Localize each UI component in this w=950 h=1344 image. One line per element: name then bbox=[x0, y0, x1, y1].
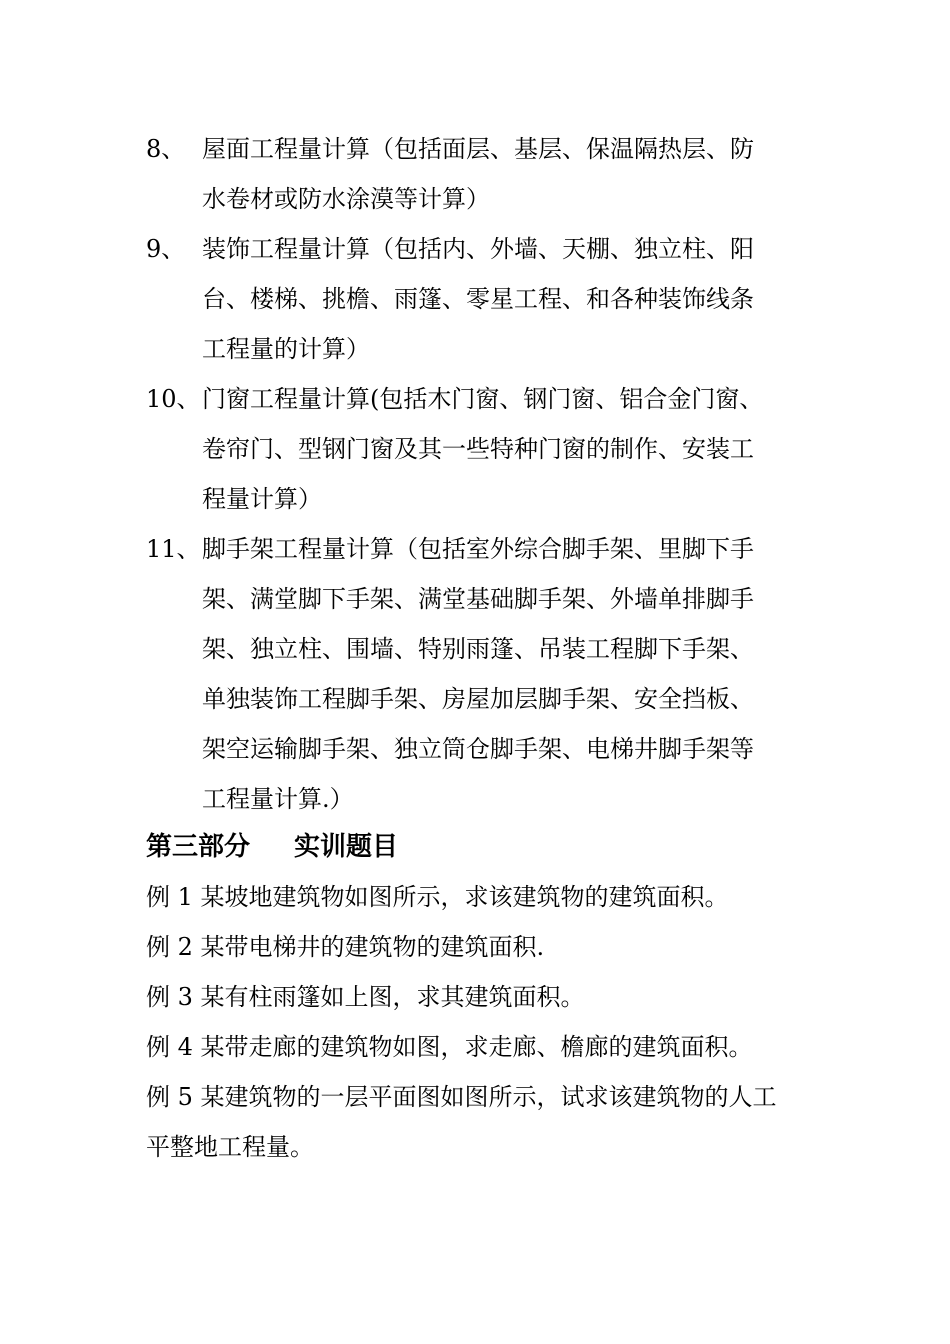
list-item-line: 屋面工程量计算（包括面层、基层、保温隔热层、防 bbox=[202, 135, 754, 163]
list-item-line: 架、独立柱、围墙、特别雨篷、吊装工程脚下手架、 bbox=[202, 635, 754, 663]
list-item-10 bbox=[146, 374, 806, 524]
example-2 bbox=[146, 922, 826, 972]
example-line: 例 1 某坡地建筑物如图所示，求该建筑物的建筑面积。 bbox=[146, 883, 729, 911]
list-item-line: 工程量的计算） bbox=[202, 335, 370, 363]
list-item-line: 单独装饰工程脚手架、房屋加层脚手架、安全挡板、 bbox=[202, 685, 754, 713]
section-title: 实训题目 bbox=[294, 832, 399, 862]
list-item-8 bbox=[146, 124, 806, 224]
list-item-line: 程量计算） bbox=[202, 485, 322, 513]
example-4 bbox=[146, 1022, 826, 1072]
example-line: 例 3 某有柱雨篷如上图，求其建筑面积。 bbox=[146, 983, 585, 1011]
example-line: 例 2 某带电梯井的建筑物的建筑面积. bbox=[146, 933, 545, 961]
list-item-line: 门窗工程量计算(包括木门窗、钢门窗、铝合金门窗、 bbox=[202, 385, 764, 413]
list-item-line: 水卷材或防水涂漠等计算） bbox=[202, 185, 490, 213]
example-line: 平整地工程量。 bbox=[146, 1133, 314, 1161]
list-item-body bbox=[202, 124, 792, 224]
list-item-body bbox=[202, 524, 792, 824]
list-item-line: 架空运输脚手架、独立筒仓脚手架、电梯井脚手架等 bbox=[202, 735, 754, 763]
list-item-11 bbox=[146, 524, 806, 824]
list-item-line: 脚手架工程量计算（包括室外综合脚手架、里脚下手 bbox=[202, 535, 754, 563]
list-item-line: 装饰工程量计算（包括内、外墙、天棚、独立柱、阳 bbox=[202, 235, 754, 263]
list-item-number: 9、 bbox=[146, 235, 186, 263]
list-item-line: 架、满堂脚下手架、满堂基础脚手架、外墙单排脚手 bbox=[202, 585, 754, 613]
example-3 bbox=[146, 972, 826, 1022]
list-item-line: 台、楼梯、挑檐、雨篷、零星工程、和各种装饰线条 bbox=[202, 285, 754, 313]
list-item-number: 10、 bbox=[146, 385, 201, 413]
list-item-9 bbox=[146, 224, 806, 374]
list-item-body bbox=[202, 224, 792, 374]
example-1 bbox=[146, 872, 826, 922]
example-line: 例 5 某建筑物的一层平面图如图所示，试求该建筑物的人工 bbox=[146, 1083, 777, 1111]
section-heading bbox=[146, 822, 398, 872]
example-5 bbox=[146, 1072, 826, 1172]
list-item-body bbox=[202, 374, 792, 524]
list-item-line: 卷帘门、型钢门窗及其一些特种门窗的制作、安装工 bbox=[202, 435, 754, 463]
example-line: 例 4 某带走廊的建筑物如图，求走廊、檐廊的建筑面积。 bbox=[146, 1033, 753, 1061]
section-part-label: 第三部分 bbox=[146, 832, 251, 862]
list-item-number: 8、 bbox=[146, 135, 186, 163]
list-item-line: 工程量计算.） bbox=[202, 785, 354, 813]
list-item-number: 11、 bbox=[146, 535, 201, 563]
